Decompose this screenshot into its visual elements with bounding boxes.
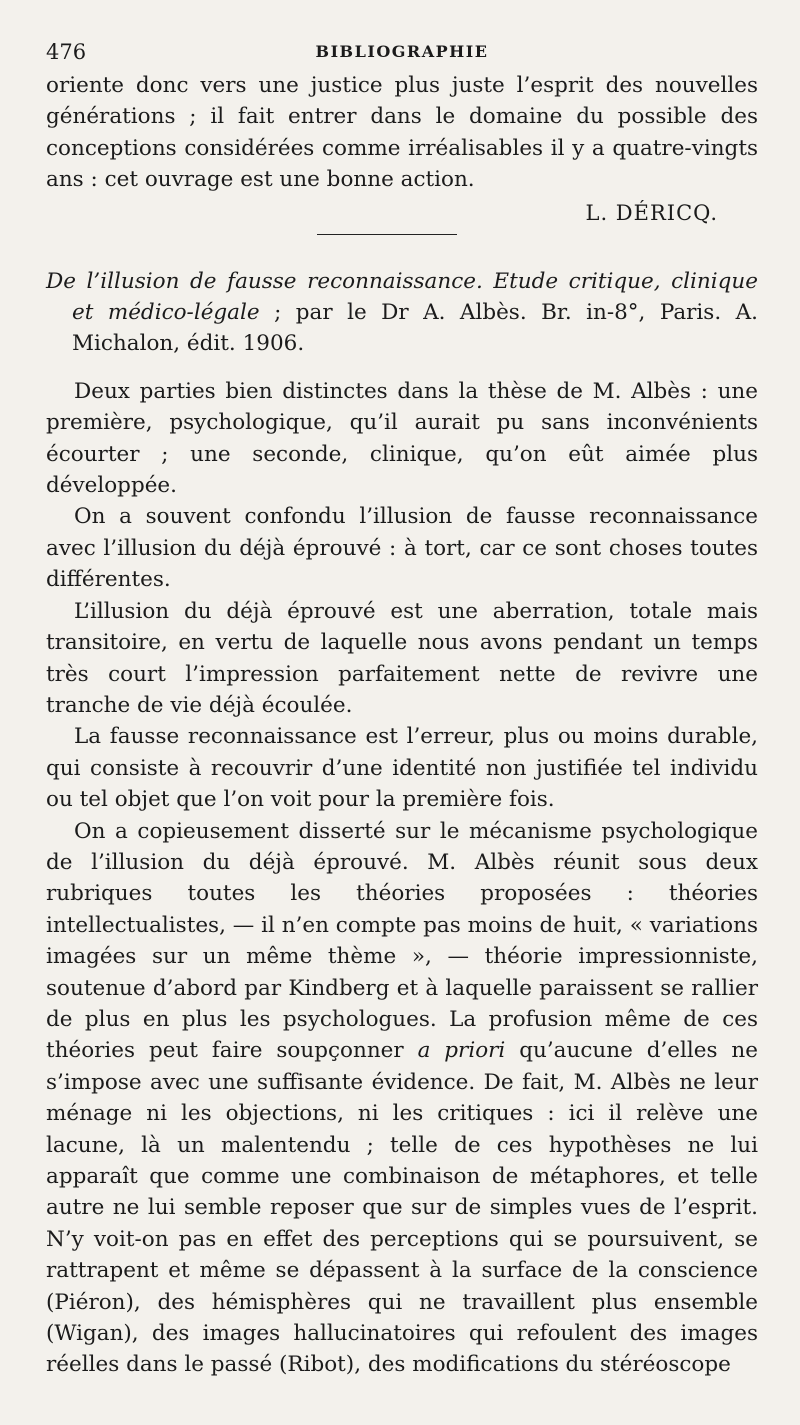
bibliographic-reference (46, 266, 758, 360)
paragraph-1: Deux parties bien distinctes dans la thèse de M. Albès : une première, psychologique, qu’il aurait pu sans inconvénients écourter ; une seconde, clinique, qu’on eût aimée plus développée. (46, 378, 758, 499)
separator-rule (317, 234, 457, 235)
page-number: 476 (46, 40, 87, 64)
paragraph-5 (46, 816, 758, 1381)
review-body (46, 376, 758, 1381)
reference-title: De l’illusion de fausse reconnaissance. Etude critique, clinique et médico-légale (46, 268, 758, 326)
paragraph-4: La fausse reconnaissance est l’erreur, plus ou moins durable, qui consiste à recouvrir d’une identité non justifiée tel individu ou tel objet que l’on voit pour la première fois. (46, 724, 758, 813)
running-title: BIBLIOGRAPHIE (315, 42, 489, 61)
review-signature: L. DÉRICQ. (585, 200, 718, 225)
paragraph-2: On a souvent confondu l’illusion de fausse reconnaissance avec l’illusion du déjà éprouvé : à tort, car ce sont choses toutes différentes. (46, 504, 758, 593)
paragraph-5-italic: a priori (417, 1038, 506, 1064)
running-head (46, 30, 758, 70)
closing-paragraph: oriente donc vers une justice plus juste l’esprit des nouvelles générations ; il fait entrer dans le domaine du possible des conceptions considérées comme irréalisables il y a quatre-vingts ans : cet ouvrage est une bonne action. (46, 73, 758, 193)
paragraph-5-part-1: On a copieusement disserté sur le mécanisme psychologique de l’illusion du déjà éprouvé. M. Albès réunit sous deux rubriques toutes les théories proposées : théories intellectualistes, — il n’en compte pas moins de huit, « variations imagées sur un même thème », — théorie impressionniste, soutenue d’abord par Kindberg et à laquelle paraissent se rallier de plus en plus les psychologues. La profusion même de ces théories peut faire soupçonner (46, 818, 758, 1064)
paragraph-3: L’illusion du déjà éprouvé est une aberration, totale mais transitoire, en vertu de laquelle nous avons pendant un temps très court l’impression parfaitement nette de revivre une tranche de vie déjà écoulée. (46, 598, 758, 718)
previous-review-ending (46, 70, 758, 196)
paragraph-5-part-2: qu’aucune d’elles ne s’impose avec une suffisante évidence. De fait, M. Albès ne leur ménage ni les objections, ni les critiques : ici il relève une lacune, là un malentendu ; telle de ces hypothèses ne lui apparaît que comme une combinaison de métaphores, et telle autre ne lui semble reposer que sur de simples vues de l’esprit. N’y voit-on pas en effet des perceptions qui se poursuivent, se rattrapent et même se dépassent à la surface de la conscience (Piéron), des hémisphères qui ne travaillent plus ensemble (Wigan), des images hallucinatoires qui refoulent des images réelles dans le passé (Ribot), des modifications du stéréoscope (46, 1038, 759, 1378)
reference-details: ; par le Dr A. Albès. Br. in-8°, Paris. A. Michalon, édit. 1906. (72, 300, 758, 357)
